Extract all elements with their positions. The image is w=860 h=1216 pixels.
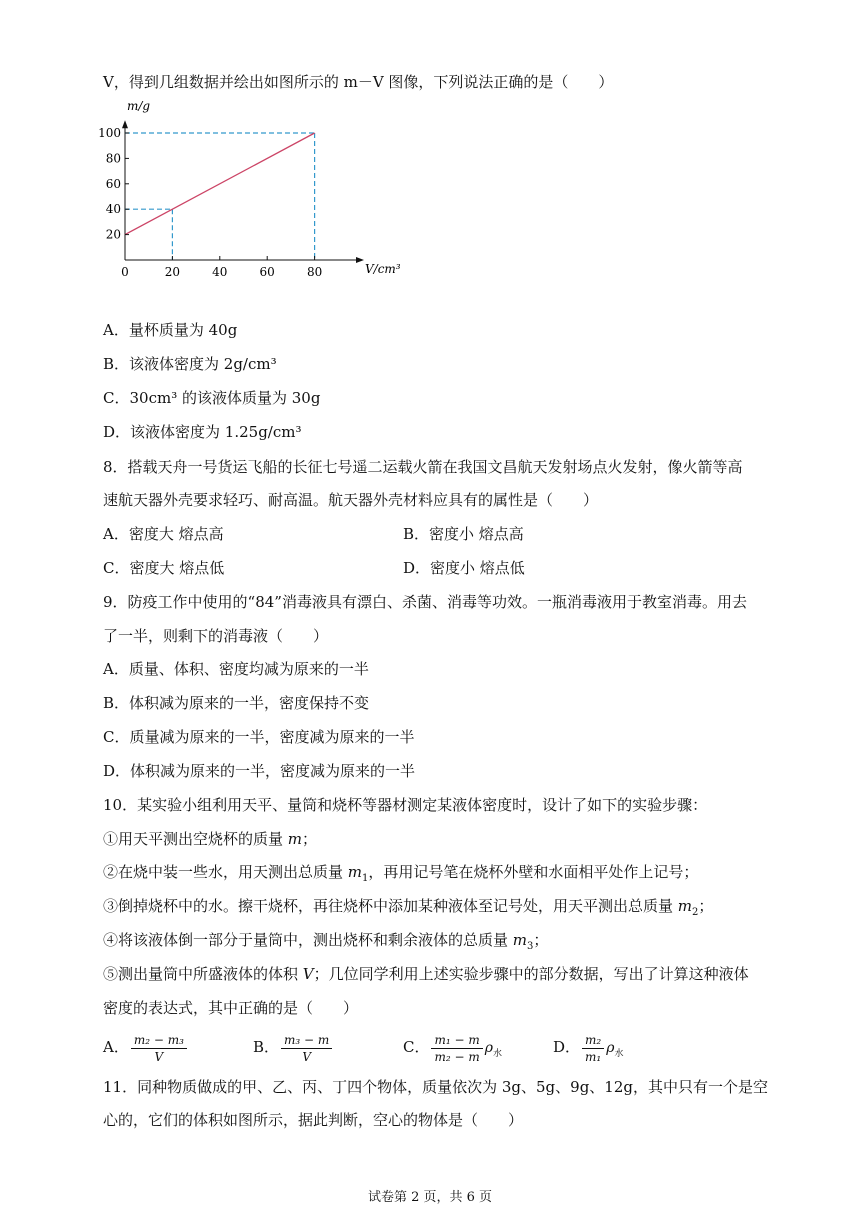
page-footer: 试卷第 2 页，共 6 页 bbox=[367, 1190, 493, 1205]
q9-stem-line1: 9．防疫工作中使用的“84”消毒液具有漂白、杀菌、消毒等功效。一瓶消毒液用于教室消毒。用去 bbox=[103, 593, 747, 611]
x-tick-label: 80 bbox=[306, 265, 323, 279]
mass-volume-chart bbox=[98, 99, 403, 285]
q8-option-b: B．密度小 熔点高 bbox=[403, 525, 524, 543]
y-tick-label: 100 bbox=[98, 126, 121, 140]
y-axis-label: m/g bbox=[127, 99, 151, 113]
q10-option-c: C． $\frac{\text{m₁ − m}}{\text{m₂ − m}}$ $\rho_水$ bbox=[403, 1032, 502, 1064]
q9-option-b: B．体积减为原来的一半，密度保持不变 bbox=[103, 694, 370, 712]
q9-option-a: A．质量、体积、密度均减为原来的一半 bbox=[103, 660, 369, 678]
chart-ticks bbox=[98, 126, 322, 279]
question-7-intro: V，得到几组数据并绘出如图所示的 m－V 图像，下列说法正确的是（ ） bbox=[103, 73, 614, 91]
chart-axes bbox=[122, 120, 364, 263]
chart-series bbox=[125, 133, 315, 235]
q8-option-a: A．密度大 熔点高 bbox=[103, 525, 224, 543]
q7-option-a: A．量杯质量为 40g bbox=[103, 321, 238, 339]
x-axis-arrow bbox=[356, 257, 364, 263]
x-tick-label: 40 bbox=[212, 265, 228, 279]
q10-option-a: A． $\frac{\text{m₂ − m₃}}{V}$ bbox=[103, 1030, 189, 1065]
y-tick-label: 40 bbox=[105, 202, 121, 217]
q10-stem-line1: 10．某实验小组利用天平、量筒和烧杯等器材测定某液体密度时，设计了如下的实验步骤： bbox=[103, 796, 708, 814]
x-axis-label: V/cm³ bbox=[365, 262, 401, 276]
y-tick-label: 80 bbox=[105, 151, 121, 166]
q10-option-d: D． $\frac{\text{m₂}}{\text{m₁}}$ $\rho_水$ bbox=[553, 1032, 624, 1064]
x-tick-label: 0 bbox=[121, 265, 129, 279]
q10-stem-last: 密度的表达式，其中正确的是（ ） bbox=[103, 999, 359, 1017]
q8-option-c: C．密度大 熔点低 bbox=[103, 559, 225, 577]
q9-option-c: C．质量减为原来的一半，密度减为原来的一半 bbox=[103, 728, 415, 746]
q9-option-d: D．体积减为原来的一半，密度减为原来的一半 bbox=[103, 762, 416, 780]
q10-option-b: B． $\frac{\text{m₃ − m}}{V}$ bbox=[253, 1030, 334, 1065]
q10-step-2: ②在烧中装一些水，用天测出总质量 $m_1$，再用记号笔在烧杯外壁和水面相平处作上记号； bbox=[103, 863, 699, 884]
y-axis-arrow bbox=[122, 120, 128, 128]
q10-step-3: ③倒掉烧杯中的水。擦干烧杯，再往烧杯中添加某种液体至记号处，用天平测出总质量 $m_2$； bbox=[103, 897, 714, 918]
q10-step-1: ①用天平测出空烧杯的质量 m； bbox=[103, 830, 318, 848]
q8-option-d: D．密度小 熔点低 bbox=[403, 559, 525, 577]
q8-stem-line2: 速航天器外壳要求轻巧、耐高温。航天器外壳材料应具有的属性是（ ） bbox=[103, 491, 599, 509]
q7-option-d: D．该液体密度为 1.25g/cm³ bbox=[103, 423, 302, 441]
q10-step-4: ④将该液体倒一部分于量筒中，测出烧杯和剩余液体的总质量 $m_3$； bbox=[103, 931, 549, 952]
x-tick-label: 20 bbox=[164, 265, 181, 279]
x-tick-label: 60 bbox=[259, 265, 275, 279]
mass-volume-line bbox=[125, 133, 315, 235]
y-tick-label: 60 bbox=[105, 176, 121, 191]
chart-guides bbox=[125, 133, 315, 260]
q8-stem-line1: 8．搭载天舟一号货运飞船的长征七号遥二运载火箭在我国文昌航天发射场点火发射，像火箭等高 bbox=[103, 458, 743, 476]
q11-stem-line2: 心的，它们的体积如图所示，据此判断，空心的物体是（ ） bbox=[103, 1111, 524, 1129]
y-tick-label: 20 bbox=[105, 227, 121, 242]
q10-step-5: ⑤测出量筒中所盛液体的体积 V；几位同学利用上述实验步骤中的部分数据，写出了计算这种液体 bbox=[103, 965, 749, 983]
q11-stem-line1: 11．同种物质做成的甲、乙、丙、丁四个物体，质量依次为 3g、5g、9g、12g，其中只有一个是空 bbox=[103, 1078, 768, 1096]
q7-option-b: B．该液体密度为 2g/cm³ bbox=[103, 355, 277, 373]
q7-option-c: C．30cm³ 的该液体质量为 30g bbox=[103, 389, 321, 407]
q9-stem-line2: 了一半，则剩下的消毒液（ ） bbox=[103, 627, 329, 645]
